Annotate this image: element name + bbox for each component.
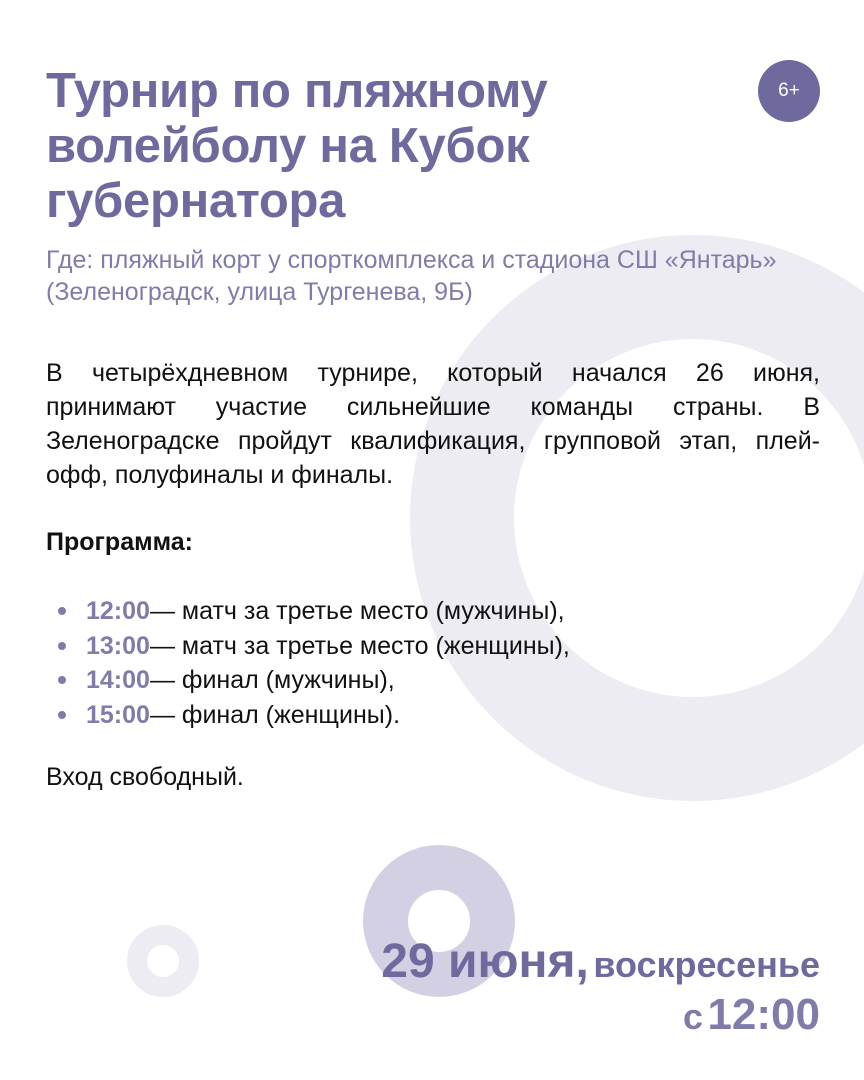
bullet-icon	[58, 642, 66, 650]
bullet-icon	[58, 607, 66, 615]
program-item-text: — финал (мужчины),	[149, 666, 395, 694]
program-item-time: 14:00	[86, 666, 150, 694]
program-item-time: 15:00	[86, 700, 150, 729]
event-time-value: 12:00	[707, 990, 820, 1039]
program-item	[58, 629, 570, 664]
age-rating-badge: 6+	[758, 60, 820, 122]
program-item	[58, 698, 570, 733]
event-date-day: 29 июня,	[381, 935, 589, 988]
program-item-time: 12:00	[86, 597, 150, 625]
program-heading: Программа:	[46, 528, 193, 556]
event-location: Где: пляжный корт у спорткомплекса и стадиона СШ «Янтарь» (Зеленоградск, улица Тургенева, 9Б)	[46, 246, 777, 306]
decorative-ring-small	[127, 925, 199, 997]
program-item	[58, 594, 570, 629]
program-list	[58, 594, 570, 732]
event-description: В четырёхдневном турнире, который начался 26 июня, принимают участие сильнейшие команды страны. В Зеленоградске пройдут квалификация, групповой этап, плей-офф, полуфиналы и финалы.	[46, 359, 820, 489]
event-title: Турнир по пляжному волейболу на Кубок губернатора	[46, 64, 548, 228]
program-item-text: — матч за третье место (мужчины),	[149, 597, 565, 625]
event-date	[381, 934, 820, 989]
bullet-icon	[58, 676, 66, 684]
event-time-prefix: с	[682, 996, 703, 1037]
program-item	[58, 663, 570, 698]
admission-note: Вход свободный.	[46, 763, 244, 791]
bullet-icon	[58, 711, 66, 719]
program-item-time: 13:00	[86, 631, 150, 660]
event-date-weekday: воскресенье	[593, 944, 820, 985]
event-start-time	[683, 990, 820, 1040]
program-item-text: — матч за третье место (женщины),	[149, 631, 570, 660]
program-item-text: — финал (женщины).	[149, 700, 401, 729]
